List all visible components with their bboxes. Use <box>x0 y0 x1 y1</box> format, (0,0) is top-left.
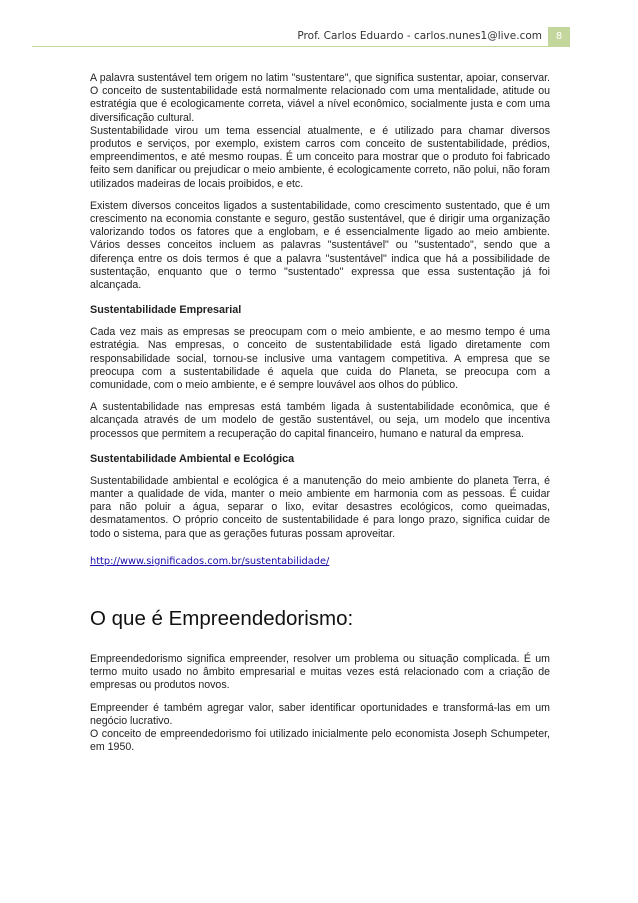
heading-sustentabilidade-empresarial: Sustentabilidade Empresarial <box>90 304 242 317</box>
paragraph-empresas-meio-ambiente: Cada vez mais as empresas se preocupam com o meio ambiente, e ao mesmo tempo é uma estratégia. Nas empresas, o conceito de sustentabilidade está ligado diretamente com responsabilidade social, tornou-se inclusive uma vantagem competitiva. A empresa que se preocupa com a sustentabilidade é aquela que cuida do Planeta, se preocupa com a comunidade, com o meio ambiente, e é sempre louvável aos olhos do público. <box>90 326 550 392</box>
document-body <box>90 72 550 763</box>
paragraph-sustentabilidade-economica: A sustentabilidade nas empresas está também ligada à sustentabilidade econômica, que é alcançada através de um modelo de gestão sustentável, ou seja, um modelo que incentiva processos que permitem a recuperação do capital financeiro, humano e natural da empresa. <box>90 401 550 440</box>
source-link[interactable]: http://www.significados.com.br/sustentabilidade/ <box>90 555 330 567</box>
heading-sustentabilidade-ambiental: Sustentabilidade Ambiental e Ecológica <box>90 452 295 465</box>
paragraph-empreender-valor: Empreender é também agregar valor, saber identificar oportunidades e transformá-las em um negócio lucrativo. <box>90 701 550 727</box>
paragraph-conceitos-ligados: Existem diversos conceitos ligados a sustentabilidade, como crescimento sustentado, que é um crescimento na economia constante e seguro, gestão sustentável, que é dirigir uma organização valorizando todos os fatores que a englobam, e é essencialmente ligado ao meio ambiente. Vários desses conceitos incluem as palavras "sustentável" ou "sustentado", sendo que a diferença entre os dois termos é que a palavra "sustentável" indica que há a possibilidade de sustentação, enquanto que o termo "sustentado" expressa que essa sustentação já foi alcançada. <box>90 199 550 292</box>
paragraph-schumpeter: O conceito de empreendedorismo foi utilizado inicialmente pelo economista Joseph Schumpeter, em 1950. <box>90 727 550 754</box>
paragraph-empreendedorismo-definicao: Empreendedorismo significa empreender, resolver um problema ou situação complicada. É um termo muito usado no âmbito empresarial e muitas vezes está relacionado com a criação de empresas ou produtos novos. <box>90 652 550 692</box>
page-number: 8 <box>548 27 570 47</box>
paragraph-sustentavel-origem: A palavra sustentável tem origem no latim "sustentare", que significa sustentar, apoiar, conservar. O conceito de sustentabilidade está normalmente relacionado com uma mentalidade, atitude ou estratégia que é ecologicamente correta, viável a nível econômico, socialmente justa e com uma diversificação cultural. <box>90 72 550 124</box>
paragraph-sustentabilidade-tema: Sustentabilidade virou um tema essencial atualmente, e é utilizado para chamar diversos produtos e serviços, por exemplo, existem carros com conceito de sustentabilidade, prédios, empreendimentos, e até mesmo roupas. É um conceito para mostrar que o produto foi fabricado feito sem danificar ou prejudicar o meio ambiente, é ecologicamente correto, não polui, não foram utilizados madeiras de locais proibidos, e etc. <box>90 124 550 190</box>
page-header <box>0 27 638 47</box>
section-title-empreendedorismo: O que é Empreendedorismo: <box>90 606 354 630</box>
header-divider <box>32 46 548 47</box>
header-author-email: Prof. Carlos Eduardo - carlos.nunes1@live.com <box>297 30 542 42</box>
paragraph-ambiental-ecologica: Sustentabilidade ambiental e ecológica é a manutenção do meio ambiente do planeta Terra, é manter a qualidade de vida, manter o meio ambiente em harmonia com as pessoas. É cuidar para não poluir a água, separar o lixo, evitar desastres ecológicos, como queimadas, desmatamentos. O próprio conceito de sustentabilidade é para longo prazo, significa cuidar de todo o sistema, para que as gerações futuras possam aproveitar. <box>90 474 550 540</box>
